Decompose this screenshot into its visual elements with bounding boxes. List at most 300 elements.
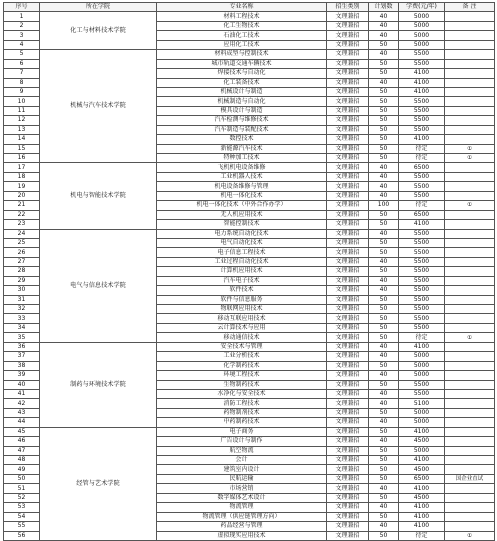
tuition: 5000 <box>399 352 445 361</box>
major-name: 消防工程技术 <box>157 399 327 408</box>
note: 国企业直试 <box>445 474 495 483</box>
major-name: 软件技术 <box>157 286 327 295</box>
tuition: 5500 <box>399 295 445 304</box>
plan-count: 50 <box>369 97 399 106</box>
note <box>445 493 495 502</box>
note: ① <box>445 154 495 163</box>
note <box>445 163 495 172</box>
tuition: 4100 <box>399 220 445 229</box>
tuition: 5000 <box>399 40 445 49</box>
enroll-category: 文理兼招 <box>327 465 369 474</box>
tuition: 4500 <box>399 465 445 474</box>
plan-count: 40 <box>369 163 399 172</box>
tuition: 5500 <box>399 323 445 332</box>
tuition: 5500 <box>399 50 445 59</box>
major-name: 电力系统自动化技术 <box>157 229 327 238</box>
tuition: 4100 <box>399 503 445 512</box>
plan-count: 50 <box>369 267 399 276</box>
plan-count: 50 <box>369 69 399 78</box>
enroll-category: 文理兼招 <box>327 163 369 172</box>
note <box>445 437 495 446</box>
major-name: 无人机应用技术 <box>157 210 327 219</box>
plan-count: 50 <box>369 125 399 134</box>
enroll-category: 文理兼招 <box>327 106 369 115</box>
note <box>445 135 495 144</box>
row-index: 8 <box>4 78 40 87</box>
table-body <box>4 12 495 541</box>
plan-count: 40 <box>369 371 399 380</box>
enroll-category: 文理兼招 <box>327 512 369 521</box>
school-name: 机电与智能技术学院 <box>40 163 157 229</box>
enroll-category: 文理兼招 <box>327 69 369 78</box>
row-index: 39 <box>4 371 40 380</box>
major-name: 新能源汽车技术 <box>157 144 327 153</box>
enroll-category: 文理兼招 <box>327 276 369 285</box>
row-index: 50 <box>4 474 40 483</box>
enroll-category: 文理兼招 <box>327 172 369 181</box>
plan-count: 50 <box>369 465 399 474</box>
row-index: 43 <box>4 408 40 417</box>
note <box>445 276 495 285</box>
major-name: 电气自动化技术 <box>157 238 327 247</box>
row-index: 41 <box>4 389 40 398</box>
major-name: 移动互联应用技术 <box>157 314 327 323</box>
enroll-category: 文理兼招 <box>327 522 369 531</box>
enroll-category: 文理兼招 <box>327 191 369 200</box>
row-index: 13 <box>4 125 40 134</box>
tuition: 待定 <box>399 531 445 540</box>
major-name: 药品经营与管理 <box>157 522 327 531</box>
plan-count: 50 <box>369 531 399 540</box>
row-index: 44 <box>4 418 40 427</box>
tuition: 待定 <box>399 144 445 153</box>
plan-count: 40 <box>369 276 399 285</box>
plan-count: 40 <box>369 342 399 351</box>
tuition: 待定 <box>399 333 445 342</box>
major-name: 石油化工技术 <box>157 31 327 40</box>
tuition: 4100 <box>399 484 445 493</box>
major-name: 汽车电子技术 <box>157 276 327 285</box>
plan-count: 50 <box>369 305 399 314</box>
admission-plan-table-wrapper <box>3 2 495 541</box>
plan-count: 50 <box>369 106 399 115</box>
row-index: 1 <box>4 12 40 21</box>
header-category: 招生类别 <box>327 3 369 12</box>
admission-plan-table <box>3 2 495 541</box>
header-row <box>4 3 495 12</box>
tuition: 5500 <box>399 125 445 134</box>
enroll-category: 文理兼招 <box>327 154 369 163</box>
note <box>445 59 495 68</box>
enroll-category: 文理兼招 <box>327 446 369 455</box>
enroll-category: 文理兼招 <box>327 333 369 342</box>
note <box>445 12 495 21</box>
enroll-category: 文理兼招 <box>327 342 369 351</box>
table-row <box>4 163 495 172</box>
enroll-category: 文理兼招 <box>327 418 369 427</box>
plan-count: 50 <box>369 333 399 342</box>
note <box>445 342 495 351</box>
table-row <box>4 50 495 59</box>
enroll-category: 文理兼招 <box>327 50 369 59</box>
enroll-category: 文理兼招 <box>327 295 369 304</box>
note <box>445 229 495 238</box>
enroll-category: 文理兼招 <box>327 267 369 276</box>
enroll-category: 文理兼招 <box>327 531 369 540</box>
major-name: 物流管理 <box>157 503 327 512</box>
header-tuition: 学费(元/年) <box>399 3 445 12</box>
plan-count: 40 <box>369 31 399 40</box>
major-name: 城市轨道交通车辆技术 <box>157 59 327 68</box>
plan-count: 40 <box>369 257 399 266</box>
row-index: 47 <box>4 446 40 455</box>
note <box>445 87 495 96</box>
enroll-category: 文理兼招 <box>327 314 369 323</box>
enroll-category: 文理兼招 <box>327 286 369 295</box>
row-index: 15 <box>4 144 40 153</box>
plan-count: 50 <box>369 314 399 323</box>
row-index: 56 <box>4 531 40 540</box>
major-name: 模具设计与制造 <box>157 106 327 115</box>
plan-count: 50 <box>369 238 399 247</box>
plan-count: 40 <box>369 286 399 295</box>
plan-count: 50 <box>369 446 399 455</box>
enroll-category: 文理兼招 <box>327 361 369 370</box>
major-name: 汽车制造与装配技术 <box>157 125 327 134</box>
enroll-category: 文理兼招 <box>327 305 369 314</box>
tuition: 5000 <box>399 371 445 380</box>
note <box>445 238 495 247</box>
row-index: 53 <box>4 503 40 512</box>
note <box>445 371 495 380</box>
note <box>445 512 495 521</box>
enroll-category: 文理兼招 <box>327 21 369 30</box>
row-index: 6 <box>4 59 40 68</box>
plan-count: 40 <box>369 191 399 200</box>
plan-count: 40 <box>369 437 399 446</box>
note <box>445 210 495 219</box>
row-index: 20 <box>4 191 40 200</box>
tuition: 5500 <box>399 229 445 238</box>
row-index: 49 <box>4 465 40 474</box>
note <box>445 522 495 531</box>
row-index: 34 <box>4 323 40 332</box>
enroll-category: 文理兼招 <box>327 40 369 49</box>
plan-count: 40 <box>369 78 399 87</box>
row-index: 37 <box>4 352 40 361</box>
note <box>445 503 495 512</box>
tuition: 5000 <box>399 361 445 370</box>
note <box>445 305 495 314</box>
major-name: 建筑室内设计 <box>157 465 327 474</box>
major-name: 物联网应用技术 <box>157 305 327 314</box>
major-name: 焊接技术与自动化 <box>157 69 327 78</box>
plan-count: 40 <box>369 12 399 21</box>
tuition: 4100 <box>399 512 445 521</box>
plan-count: 50 <box>369 456 399 465</box>
enroll-category: 文理兼招 <box>327 456 369 465</box>
enroll-category: 文理兼招 <box>327 87 369 96</box>
major-name: 中药制药技术 <box>157 418 327 427</box>
plan-count: 50 <box>369 59 399 68</box>
tuition: 5500 <box>399 238 445 247</box>
tuition: 4100 <box>399 69 445 78</box>
row-index: 29 <box>4 276 40 285</box>
note <box>445 69 495 78</box>
row-index: 42 <box>4 399 40 408</box>
major-name: 虚拟现实应用技术 <box>157 531 327 540</box>
major-name: 安全技术与管理 <box>157 342 327 351</box>
row-index: 21 <box>4 201 40 210</box>
plan-count: 50 <box>369 248 399 257</box>
enroll-category: 文理兼招 <box>327 135 369 144</box>
plan-count: 40 <box>369 182 399 191</box>
tuition: 5000 <box>399 12 445 21</box>
enroll-category: 文理兼招 <box>327 257 369 266</box>
plan-count: 50 <box>369 116 399 125</box>
tuition: 5500 <box>399 191 445 200</box>
row-index: 28 <box>4 267 40 276</box>
major-name: 特种加工技术 <box>157 154 327 163</box>
tuition: 5500 <box>399 389 445 398</box>
plan-count: 50 <box>369 380 399 389</box>
major-name: 航空物流 <box>157 446 327 455</box>
major-name: 电子信息工程技术 <box>157 248 327 257</box>
major-name: 会计 <box>157 456 327 465</box>
plan-count: 50 <box>369 361 399 370</box>
tuition: 5500 <box>399 305 445 314</box>
tuition: 5500 <box>399 59 445 68</box>
major-name: 广告设计与制作 <box>157 437 327 446</box>
note <box>445 408 495 417</box>
row-index: 17 <box>4 163 40 172</box>
enroll-category: 文理兼招 <box>327 427 369 436</box>
note <box>445 267 495 276</box>
note <box>445 295 495 304</box>
note <box>445 456 495 465</box>
tuition: 5000 <box>399 408 445 417</box>
note <box>445 21 495 30</box>
table-row <box>4 342 495 351</box>
enroll-category: 文理兼招 <box>327 220 369 229</box>
note <box>445 248 495 257</box>
plan-count: 50 <box>369 154 399 163</box>
header-plan-count: 计划数 <box>369 3 399 12</box>
school-name: 制药与环境技术学院 <box>40 342 157 427</box>
major-name: 药物制剂技术 <box>157 408 327 417</box>
enroll-category: 文理兼招 <box>327 437 369 446</box>
major-name: 机械设计与制造 <box>157 87 327 96</box>
note <box>445 314 495 323</box>
row-index: 3 <box>4 31 40 40</box>
note: ① <box>445 201 495 210</box>
tuition: 4100 <box>399 135 445 144</box>
row-index: 19 <box>4 182 40 191</box>
enroll-category: 文理兼招 <box>327 78 369 87</box>
plan-count: 40 <box>369 352 399 361</box>
note <box>445 172 495 181</box>
note <box>445 286 495 295</box>
major-name: 民航运输 <box>157 474 327 483</box>
row-index: 55 <box>4 522 40 531</box>
note <box>445 40 495 49</box>
major-name: 水净化与安全技术 <box>157 389 327 398</box>
tuition: 5500 <box>399 172 445 181</box>
row-index: 54 <box>4 512 40 521</box>
row-index: 14 <box>4 135 40 144</box>
row-index: 45 <box>4 427 40 436</box>
plan-count: 40 <box>369 50 399 59</box>
major-name: 工业分析技术 <box>157 352 327 361</box>
school-name: 经管与艺术学院 <box>40 427 157 540</box>
tuition: 待定 <box>399 201 445 210</box>
note <box>445 220 495 229</box>
major-name: 生物制药技术 <box>157 380 327 389</box>
plan-count: 40 <box>369 418 399 427</box>
tuition: 5500 <box>399 276 445 285</box>
tuition: 5500 <box>399 182 445 191</box>
plan-count: 40 <box>369 229 399 238</box>
note <box>445 418 495 427</box>
note <box>445 399 495 408</box>
tuition: 4500 <box>399 437 445 446</box>
plan-count: 50 <box>369 295 399 304</box>
plan-count: 40 <box>369 21 399 30</box>
major-name: 机电一体化技术 <box>157 191 327 200</box>
school-name: 电气与信息技术学院 <box>40 229 157 342</box>
enroll-category: 文理兼招 <box>327 399 369 408</box>
note <box>445 125 495 134</box>
table-row <box>4 427 495 436</box>
major-name: 机电设备维修与管理 <box>157 182 327 191</box>
row-index: 26 <box>4 248 40 257</box>
row-index: 36 <box>4 342 40 351</box>
tuition: 5100 <box>399 399 445 408</box>
tuition: 5500 <box>399 116 445 125</box>
enroll-category: 文理兼招 <box>327 31 369 40</box>
row-index: 25 <box>4 238 40 247</box>
enroll-category: 文理兼招 <box>327 229 369 238</box>
major-name: 化工装备技术 <box>157 78 327 87</box>
enroll-category: 文理兼招 <box>327 493 369 502</box>
enroll-category: 文理兼招 <box>327 125 369 134</box>
row-index: 30 <box>4 286 40 295</box>
tuition: 5500 <box>399 380 445 389</box>
table-row <box>4 12 495 21</box>
major-name: 电子商务 <box>157 427 327 436</box>
enroll-category: 文理兼招 <box>327 474 369 483</box>
tuition: 5500 <box>399 286 445 295</box>
plan-count: 50 <box>369 474 399 483</box>
note <box>445 465 495 474</box>
major-name: 云计算技术与应用 <box>157 323 327 332</box>
enroll-category: 文理兼招 <box>327 408 369 417</box>
note <box>445 106 495 115</box>
row-index: 24 <box>4 229 40 238</box>
tuition: 4100 <box>399 78 445 87</box>
major-name: 工业机器人技术 <box>157 172 327 181</box>
note <box>445 182 495 191</box>
plan-count: 50 <box>369 220 399 229</box>
note <box>445 389 495 398</box>
tuition: 4100 <box>399 342 445 351</box>
row-index: 16 <box>4 154 40 163</box>
major-name: 软件与信息服务 <box>157 295 327 304</box>
row-index: 18 <box>4 172 40 181</box>
enroll-category: 文理兼招 <box>327 97 369 106</box>
note <box>445 116 495 125</box>
note <box>445 446 495 455</box>
major-name: 智能控制技术 <box>157 220 327 229</box>
row-index: 33 <box>4 314 40 323</box>
plan-count: 40 <box>369 522 399 531</box>
enroll-category: 文理兼招 <box>327 116 369 125</box>
row-index: 32 <box>4 305 40 314</box>
major-name: 市场营销 <box>157 484 327 493</box>
row-index: 10 <box>4 97 40 106</box>
tuition: 4100 <box>399 522 445 531</box>
enroll-category: 文理兼招 <box>327 238 369 247</box>
plan-count: 50 <box>369 144 399 153</box>
row-index: 35 <box>4 333 40 342</box>
enroll-category: 文理兼招 <box>327 144 369 153</box>
tuition: 待定 <box>399 154 445 163</box>
note <box>445 323 495 332</box>
major-name: 材料成型与控制技术 <box>157 50 327 59</box>
plan-count: 40 <box>369 389 399 398</box>
tuition: 5000 <box>399 446 445 455</box>
tuition: 5500 <box>399 314 445 323</box>
note: ① <box>445 333 495 342</box>
note <box>445 257 495 266</box>
school-name: 机械与汽车技术学院 <box>40 50 157 163</box>
major-name: 工业过程自动化技术 <box>157 257 327 266</box>
tuition: 5500 <box>399 106 445 115</box>
row-index: 4 <box>4 40 40 49</box>
plan-count: 50 <box>369 40 399 49</box>
note <box>445 484 495 493</box>
plan-count: 40 <box>369 399 399 408</box>
plan-count: 50 <box>369 323 399 332</box>
row-index: 51 <box>4 484 40 493</box>
enroll-category: 文理兼招 <box>327 182 369 191</box>
tuition: 6500 <box>399 474 445 483</box>
major-name: 环境工程技术 <box>157 371 327 380</box>
note <box>445 380 495 389</box>
enroll-category: 文理兼招 <box>327 484 369 493</box>
plan-count: 40 <box>369 503 399 512</box>
row-index: 31 <box>4 295 40 304</box>
row-index: 40 <box>4 380 40 389</box>
major-name: 机电一体化技术（中外合作办学） <box>157 201 327 210</box>
enroll-category: 文理兼招 <box>327 371 369 380</box>
row-index: 46 <box>4 437 40 446</box>
major-name: 飞机机电设备维修 <box>157 163 327 172</box>
note <box>445 78 495 87</box>
plan-count: 50 <box>369 427 399 436</box>
tuition: 4500 <box>399 493 445 502</box>
tuition: 4100 <box>399 427 445 436</box>
note <box>445 97 495 106</box>
plan-count: 50 <box>369 210 399 219</box>
table-row <box>4 229 495 238</box>
plan-count: 40 <box>369 172 399 181</box>
row-index: 7 <box>4 69 40 78</box>
tuition: 6500 <box>399 163 445 172</box>
enroll-category: 文理兼招 <box>327 248 369 257</box>
major-name: 应用化工技术 <box>157 40 327 49</box>
tuition: 4100 <box>399 87 445 96</box>
